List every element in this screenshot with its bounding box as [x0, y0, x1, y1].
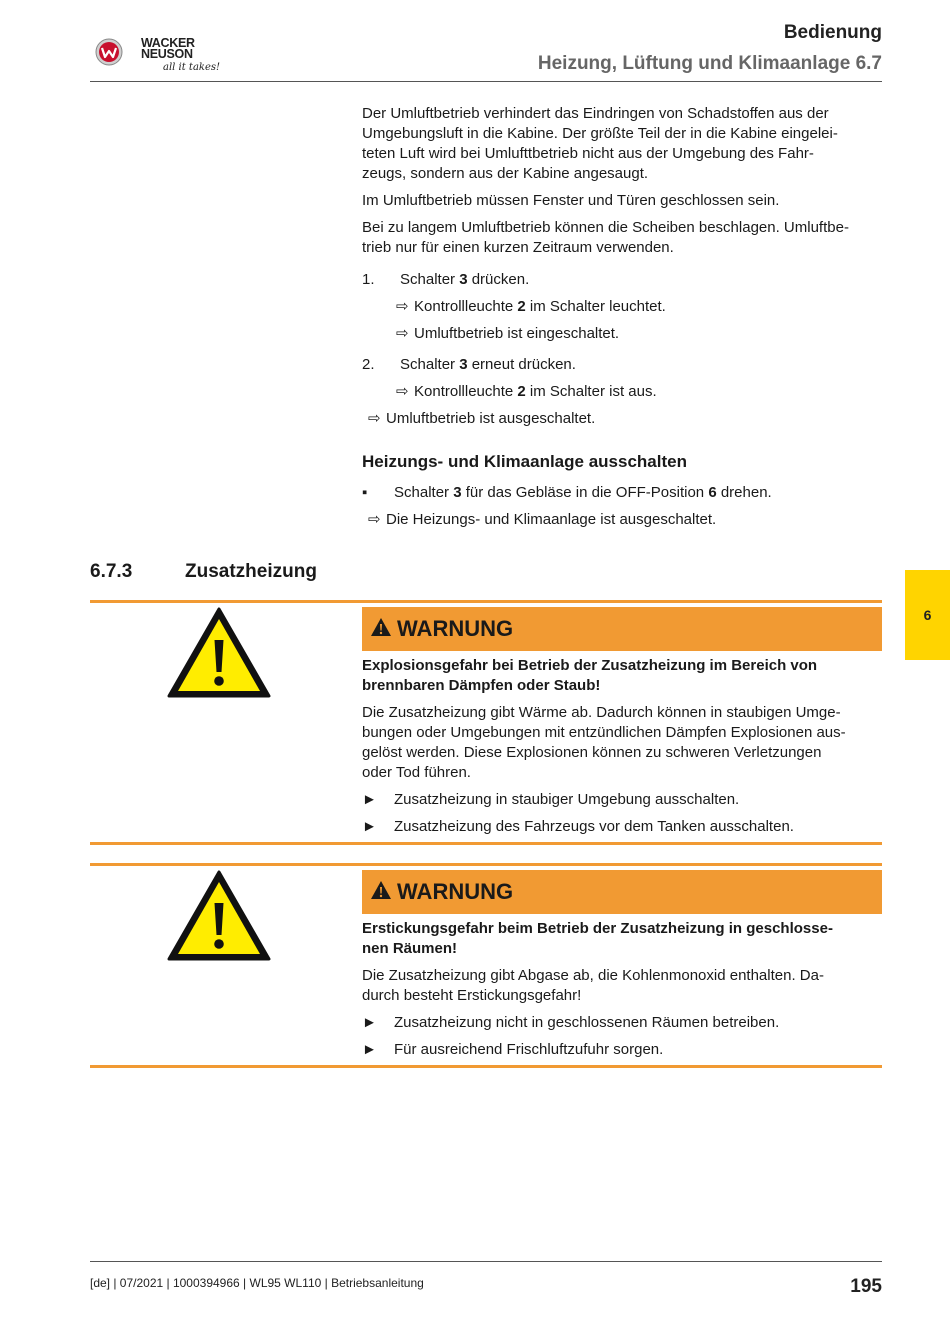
action-arrow-icon: ►: [362, 791, 377, 808]
result-arrow-icon: ⇨: [368, 511, 381, 528]
warning-title: [362, 656, 884, 696]
step-1: [362, 270, 884, 290]
result-text: Umluftbetrieb ist ausgeschaltet.: [386, 410, 596, 427]
wacker-neuson-logo-icon: [95, 38, 123, 66]
section-number: 6.7.3: [90, 561, 133, 582]
step-1-result-1: [396, 297, 918, 317]
warning-triangle-icon: [166, 869, 272, 963]
action-arrow-icon: ►: [362, 1014, 377, 1031]
step-text: erneut drücken.: [467, 356, 576, 373]
instruction-ref: 3: [453, 484, 462, 501]
warning-action: [362, 1040, 884, 1060]
action-arrow-icon: ►: [362, 1041, 377, 1058]
chapter-tab-label: 6: [923, 607, 932, 623]
warning-body: [362, 703, 884, 783]
result-arrow-icon: ⇨: [396, 298, 409, 315]
warning-title-line: nen Räumen!: [362, 940, 458, 957]
off-section-heading: Heizungs- und Klimaanlage ausschalten: [362, 452, 687, 471]
warning-small-icon: [370, 617, 392, 637]
warning-body-line: Die Zusatzheizung gibt Abgase ab, die Kohlenmonoxid enthalten. Da-: [362, 967, 824, 984]
final-result: [368, 409, 890, 429]
step-text: Schalter: [400, 356, 460, 373]
result-text: im Schalter ist aus.: [525, 383, 657, 400]
result-text: Kontrollleuchte: [414, 298, 518, 315]
intro-line: teten Luft wird bei Umlufttbetrieb nicht aus der Umgebung des Fahr-: [362, 145, 814, 162]
warning-body: [362, 966, 884, 1006]
action-text: Für ausreichend Frischluftzufuhr sorgen.: [394, 1041, 664, 1058]
page-number: 195: [850, 1276, 882, 1297]
footer-doc-info: [de] | 07/2021 | 1000394966 | WL95 WL110 | Betriebsanleitung: [90, 1276, 424, 1290]
fogging-note: [362, 218, 884, 258]
bullet-icon: ▪: [362, 484, 368, 501]
warning-title-line: Explosionsgefahr bei Betrieb der Zusatzheizung im Bereich von: [362, 657, 818, 674]
result-arrow-icon: ⇨: [396, 383, 409, 400]
step-1-result-2: [396, 324, 918, 344]
chapter-title: Bedienung: [783, 22, 882, 43]
brand-slogan: all it takes!: [163, 62, 221, 73]
warning-top-rule: [90, 600, 882, 603]
warning-title: [362, 919, 884, 959]
result-text: Umluftbetrieb ist eingeschaltet.: [414, 325, 620, 342]
warning-label: WARNUNG: [397, 879, 514, 904]
warning-header: [362, 870, 882, 914]
warning-action: [362, 1013, 884, 1033]
warning-body-line: oder Tod führen.: [362, 764, 471, 781]
warning-body-line: durch besteht Erstickungsgefahr!: [362, 987, 582, 1004]
result-arrow-icon: ⇨: [396, 325, 409, 342]
result-arrow-icon: ⇨: [368, 410, 381, 427]
step-text: drücken.: [467, 271, 530, 288]
instruction-text: für das Gebläse in die OFF-Position: [461, 484, 709, 501]
wacker-neuson-logo: [95, 36, 225, 78]
intro-line: Der Umluftbetrieb verhindert das Eindringen von Schadstoffen aus der: [362, 105, 829, 122]
step-ref: 3: [459, 356, 468, 373]
warning-top-rule: [90, 863, 882, 866]
warning-body-line: Die Zusatzheizung gibt Wärme ab. Dadurch können in staubigen Umge-: [362, 704, 841, 721]
intro-paragraph: [362, 104, 884, 184]
warning-action: [362, 790, 884, 810]
result-text: im Schalter leuchtet.: [525, 298, 666, 315]
step-number: 1.: [362, 271, 375, 288]
step-number: 2.: [362, 356, 375, 373]
warning-label: WARNUNG: [397, 616, 514, 641]
result-text: Kontrollleuchte: [414, 383, 518, 400]
step-2: [362, 355, 884, 375]
action-arrow-icon: ►: [362, 818, 377, 835]
fogging-line: Bei zu langem Umluftbetrieb können die Scheiben beschlagen. Umluftbe-: [362, 219, 849, 236]
warning-body-line: gelöst werden. Diese Explosionen können zu schweren Verletzungen: [362, 744, 822, 761]
step-ref: 3: [459, 271, 468, 288]
step-2-result-1: [396, 382, 918, 402]
action-text: Zusatzheizung in staubiger Umgebung ausschalten.: [394, 791, 740, 808]
warning-small-icon: [370, 880, 392, 900]
fogging-line: trieb nur für einen kurzen Zeitraum verwenden.: [362, 239, 674, 256]
warning-bottom-rule: [90, 1065, 882, 1068]
warning-title-line: brennbaren Dämpfen oder Staub!: [362, 677, 601, 694]
warning-header: [362, 607, 882, 651]
footer-divider: [90, 1261, 882, 1262]
section-title: Zusatzheizung: [185, 561, 317, 582]
intro-line: zeugs, sondern aus der Kabine angesaugt.: [362, 165, 649, 182]
closed-windows-note: Im Umluftbetrieb müssen Fenster und Türen geschlossen sein.: [362, 192, 780, 209]
action-text: Zusatzheizung nicht in geschlossenen Räumen betreiben.: [394, 1014, 780, 1031]
warning-triangle-icon: [166, 606, 272, 700]
section-subtitle: Heizung, Lüftung und Klimaanlage 6.7: [537, 53, 882, 74]
brand-name: WACKER NEUSON: [141, 36, 195, 61]
intro-line: Umgebungsluft in die Kabine. Der größte Teil der in die Kabine eingelei-: [362, 125, 838, 142]
result-text: Die Heizungs- und Klimaanlage ist ausgeschaltet.: [386, 511, 717, 528]
action-text: Zusatzheizung des Fahrzeugs vor dem Tanken ausschalten.: [394, 818, 794, 835]
warning-action: [362, 817, 884, 837]
chapter-tab: [905, 570, 950, 660]
result-ref: 2: [517, 298, 526, 315]
result-ref: 2: [517, 383, 526, 400]
off-instruction: [362, 483, 884, 503]
instruction-text: drehen.: [716, 484, 772, 501]
off-result: [368, 510, 890, 530]
instruction-ref: 6: [708, 484, 717, 501]
instruction-text: Schalter: [394, 484, 454, 501]
header-divider: [90, 81, 882, 82]
warning-bottom-rule: [90, 842, 882, 845]
step-text: Schalter: [400, 271, 460, 288]
warning-title-line: Erstickungsgefahr beim Betrieb der Zusatzheizung in geschlosse-: [362, 920, 833, 937]
warning-body-line: bungen oder Umgebungen mit entzündlichen Dämpfen Explosionen aus-: [362, 724, 846, 741]
